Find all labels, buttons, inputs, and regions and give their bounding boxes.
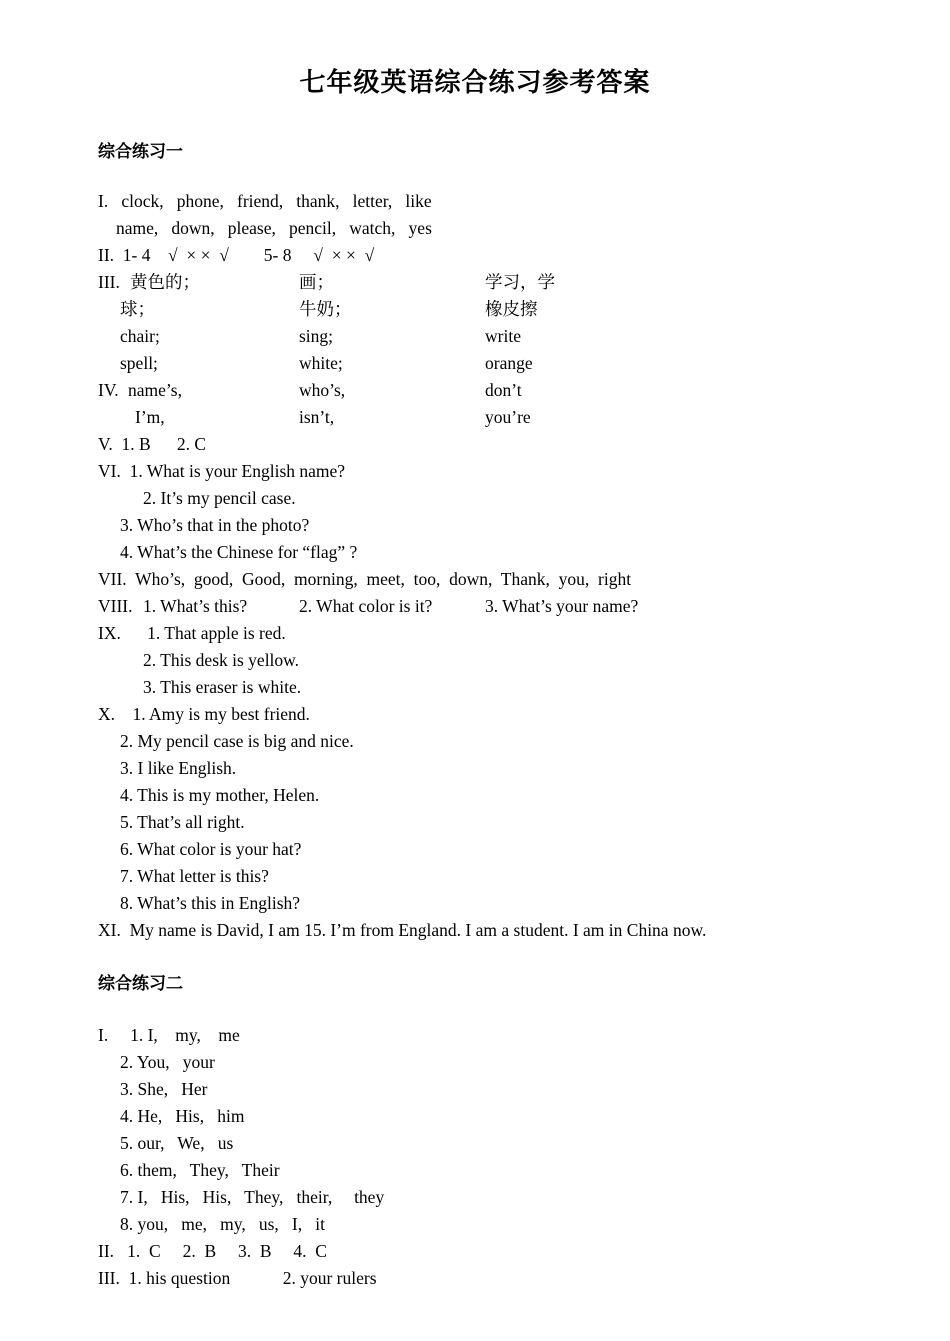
- answer-line: 3. Who’s that in the photo?: [120, 515, 310, 535]
- answer-line: 5. That’s all right.: [120, 812, 245, 832]
- answer-cell: chair;: [120, 326, 160, 346]
- answer-line: 8. you, me, my, us, I, it: [120, 1214, 325, 1234]
- answer-cell: 黄色的；: [130, 272, 200, 292]
- answer-line: 6. What color is your hat?: [120, 839, 302, 859]
- answer-line: I. clock, phone, friend, thank, letter, like: [98, 191, 432, 211]
- answer-line: 2. You, your: [120, 1052, 215, 1072]
- answer-line: 4. What’s the Chinese for “flag” ?: [120, 542, 358, 562]
- answer-line: I. 1. I, my, me: [98, 1025, 240, 1045]
- answer-cell: you’re: [485, 407, 531, 427]
- answer-line: name, down, please, pencil, watch, yes: [116, 218, 432, 238]
- answer-line: 6. them, They, Their: [120, 1160, 280, 1180]
- answer-line: 4. This is my mother, Helen.: [120, 785, 320, 805]
- answer-cell: 学习，学: [485, 272, 555, 292]
- answer-line: V. 1. B 2. C: [98, 434, 207, 454]
- answer-line: VI. 1. What is your English name?: [98, 461, 346, 481]
- answer-cell: 3. What’s your name?: [485, 596, 639, 616]
- answer-line: X. 1. Amy is my best friend.: [98, 704, 310, 724]
- answer-line: 4. He, His, him: [120, 1106, 245, 1126]
- answer-cell: sing;: [299, 326, 334, 346]
- answer-cell: don’t: [485, 380, 522, 400]
- answer-cell: 画；: [299, 272, 334, 292]
- answer-line: 3. She, Her: [120, 1079, 208, 1099]
- answer-line: 8. What’s this in English?: [120, 893, 301, 913]
- answer-line: 3. This eraser is white.: [143, 677, 302, 697]
- answer-label: III.: [98, 272, 120, 292]
- answer-cell: 橡皮擦: [485, 299, 538, 319]
- answer-line: II. 1- 4 √ × × √ 5- 8 √ × × √: [98, 245, 375, 265]
- answer-line: 2. It’s my pencil case.: [143, 488, 296, 508]
- section-heading-1: 综合练习一: [98, 142, 183, 162]
- answer-label: VIII.: [98, 596, 133, 616]
- answer-line: 7. I, His, His, They, their, they: [120, 1187, 385, 1207]
- answer-cell: spell;: [120, 353, 158, 373]
- answer-cell: I’m,: [135, 407, 165, 427]
- answer-line: 7. What letter is this?: [120, 866, 269, 886]
- answer-cell: orange: [485, 353, 533, 373]
- answer-line: 2. My pencil case is big and nice.: [120, 731, 354, 751]
- answer-line: 3. I like English.: [120, 758, 237, 778]
- answer-cell: white;: [299, 353, 343, 373]
- answer-line: VII. Who’s, good, Good, morning, meet, too, down, Thank, you, right: [98, 569, 632, 589]
- answer-line: II. 1. C 2. B 3. B 4. C: [98, 1241, 327, 1261]
- answer-cell: write: [485, 326, 521, 346]
- answer-line: III. 1. his question 2. your rulers: [98, 1268, 377, 1288]
- answer-line: XI. My name is David, I am 15. I’m from England. I am a student. I am in China now.: [98, 920, 707, 940]
- answer-cell: who’s,: [299, 380, 346, 400]
- answer-cell: isn’t,: [299, 407, 335, 427]
- answer-cell: 1. What’s this?: [143, 596, 248, 616]
- answer-label: IV.: [98, 380, 119, 400]
- answer-cell: 2. What color is it?: [299, 596, 433, 616]
- answer-cell: 球；: [120, 299, 155, 319]
- answer-line: IX. 1. That apple is red.: [98, 623, 286, 643]
- answer-cell: name’s,: [128, 380, 182, 400]
- answer-line: 2. This desk is yellow.: [143, 650, 300, 670]
- answer-cell: 牛奶；: [299, 299, 352, 319]
- page-title: 七年级英语综合练习参考答案: [299, 68, 651, 98]
- section-heading-2: 综合练习二: [98, 974, 183, 994]
- answer-line: 5. our, We, us: [120, 1133, 234, 1153]
